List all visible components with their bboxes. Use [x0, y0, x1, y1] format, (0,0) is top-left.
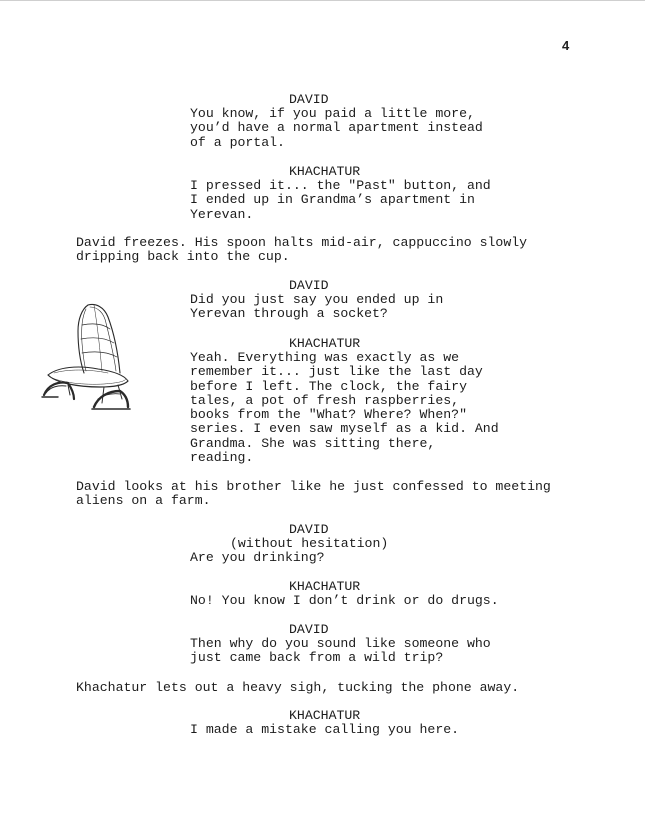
dialogue-line: books from the "What? Where? When?"	[190, 407, 467, 423]
dialogue-line: reading.	[190, 450, 254, 466]
dialogue-line: Did you just say you ended up in	[190, 292, 444, 307]
character-cue: DAVID	[289, 622, 329, 637]
action-line: aliens on a farm.	[76, 493, 211, 509]
dialogue-line: just came back from a wild trip?	[190, 650, 444, 666]
action	[76, 480, 551, 509]
action-line: Khachatur lets out a heavy sigh, tucking the phone away.	[76, 680, 520, 695]
character-cue: DAVID	[289, 278, 329, 293]
dialogue-line: I made a mistake calling you here.	[190, 722, 460, 737]
parenthetical: (without hesitation)	[230, 536, 389, 551]
dialogue	[190, 594, 499, 608]
dialogue-line: of a portal.	[190, 134, 285, 150]
dialogue	[190, 107, 483, 150]
dialogue-line: Grandma. She was sitting there,	[190, 435, 436, 451]
dialogue-line: remember it... just like the last day	[190, 364, 483, 380]
dialogue	[190, 723, 459, 737]
chair-sketch-illustration	[38, 299, 138, 417]
character-cue: KHACHATUR	[289, 579, 361, 594]
dialogue-line: I ended up in Grandma’s apartment in	[190, 192, 475, 208]
dialogue-line: you’d have a normal apartment instead	[190, 120, 483, 136]
dialogue-line: No! You know I don’t drink or do drugs.	[190, 593, 499, 608]
character-cue: KHACHATUR	[289, 336, 361, 351]
character-cue: KHACHATUR	[289, 164, 361, 179]
action-line: dripping back into the cup.	[76, 249, 290, 265]
dialogue-line: You know, if you paid a little more,	[190, 106, 475, 121]
dialogue	[190, 551, 325, 565]
dialogue	[190, 351, 499, 465]
dialogue-line: Yeah. Everything was exactly as we	[190, 350, 460, 365]
action	[76, 681, 519, 695]
dialogue-line: Yerevan.	[190, 206, 254, 222]
dialogue-line: Then why do you sound like someone who	[190, 636, 491, 651]
dialogue-line: tales, a pot of fresh raspberries,	[190, 392, 460, 408]
action-line: David looks at his brother like he just confessed to meeting	[76, 479, 551, 494]
dialogue-line: series. I even saw myself as a kid. And	[190, 421, 499, 437]
dialogue-line: before I left. The clock, the fairy	[190, 378, 467, 394]
page-number: 4	[562, 38, 570, 53]
dialogue	[190, 293, 443, 322]
character-cue: DAVID	[289, 522, 329, 537]
action	[76, 236, 527, 265]
dialogue	[190, 179, 491, 222]
character-cue: DAVID	[289, 92, 329, 107]
character-cue: KHACHATUR	[289, 708, 361, 723]
action-line: David freezes. His spoon halts mid-air, cappuccino slowly	[76, 235, 528, 250]
dialogue-line: Are you drinking?	[190, 550, 325, 565]
dialogue-line: I pressed it... the "Past" button, and	[190, 178, 491, 193]
dialogue-line: Yerevan through a socket?	[190, 306, 388, 322]
dialogue	[190, 637, 491, 666]
